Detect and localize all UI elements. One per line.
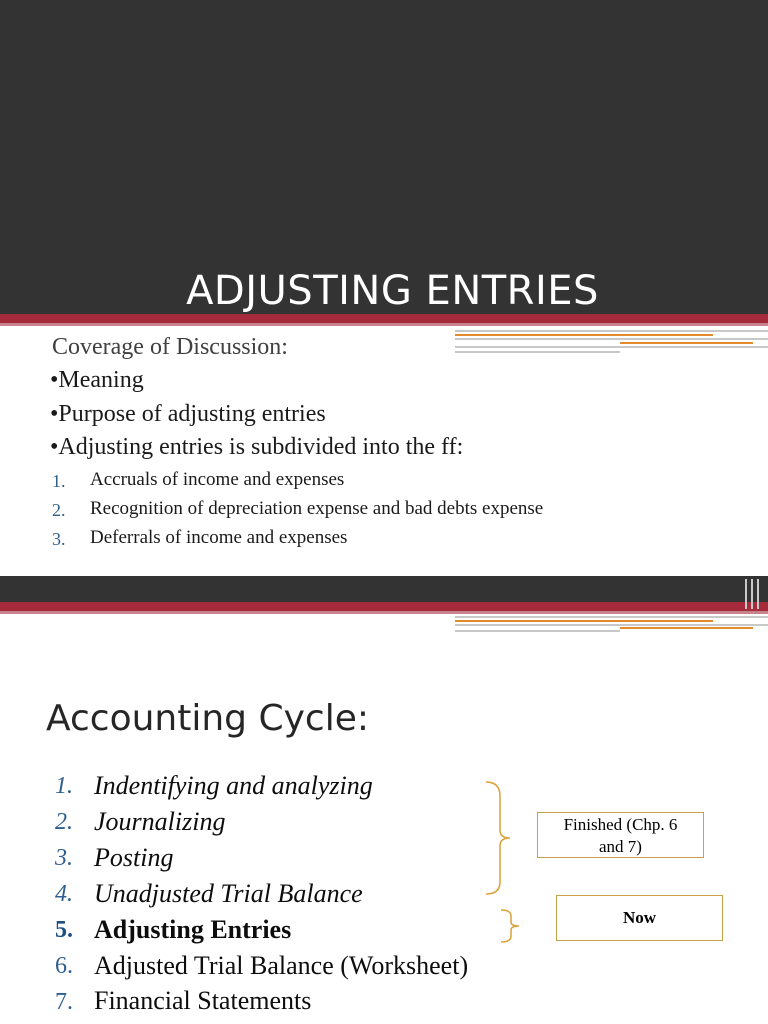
finished-label-line1: Finished (Chp. 6: [563, 815, 678, 834]
finished-label-line2: and 7): [599, 837, 642, 856]
bullet-meaning: •Meaning: [50, 367, 144, 393]
step-number: 1.: [55, 773, 73, 799]
sub-item-text: Deferrals of income and expenses: [90, 527, 348, 548]
slide-accounting-cycle: [0, 576, 768, 1024]
sub-item-text: Recognition of depreciation expense and bad debts expense: [90, 498, 544, 519]
coverage-heading: Coverage of Discussion:: [52, 334, 288, 360]
bullet-purpose: •Purpose of adjusting entries: [50, 401, 326, 427]
decorative-lines: [455, 326, 768, 356]
header-dark-band: [0, 0, 768, 314]
step-text: Adjusting Entries: [94, 915, 292, 944]
brace-finished-icon: [478, 776, 528, 906]
step-number: 4.: [55, 881, 73, 907]
step-text: Financial Statements: [94, 986, 312, 1015]
step-text: Unadjusted Trial Balance: [94, 879, 363, 908]
step-number: 7.: [55, 989, 73, 1015]
step-number: 2.: [55, 809, 73, 835]
now-box: Now: [556, 895, 723, 941]
bullet-subdivided: •Adjusting entries is subdivided into the ff:: [50, 434, 464, 460]
sub-item-number: 2.: [52, 500, 66, 520]
sub-item-number: 3.: [52, 529, 66, 549]
header-red-stripe: [0, 314, 768, 323]
step-number: 6.: [55, 953, 73, 979]
decorative-lines: [455, 579, 768, 631]
finished-box: [537, 812, 704, 858]
brace-now-icon: [495, 906, 535, 946]
step-text: Posting: [94, 843, 174, 872]
sub-item-number: 1.: [52, 471, 66, 491]
step-number: 3.: [55, 845, 73, 871]
step-number: 5.: [55, 917, 73, 943]
slide-title: ADJUSTING ENTRIES: [186, 268, 599, 314]
sub-item-text: Accruals of income and expenses: [90, 469, 345, 490]
step-text: Adjusted Trial Balance (Worksheet): [94, 951, 469, 980]
step-text: Indentifying and analyzing: [94, 771, 373, 800]
step-text: Journalizing: [94, 807, 226, 836]
slide-title: Accounting Cycle:: [46, 698, 369, 739]
